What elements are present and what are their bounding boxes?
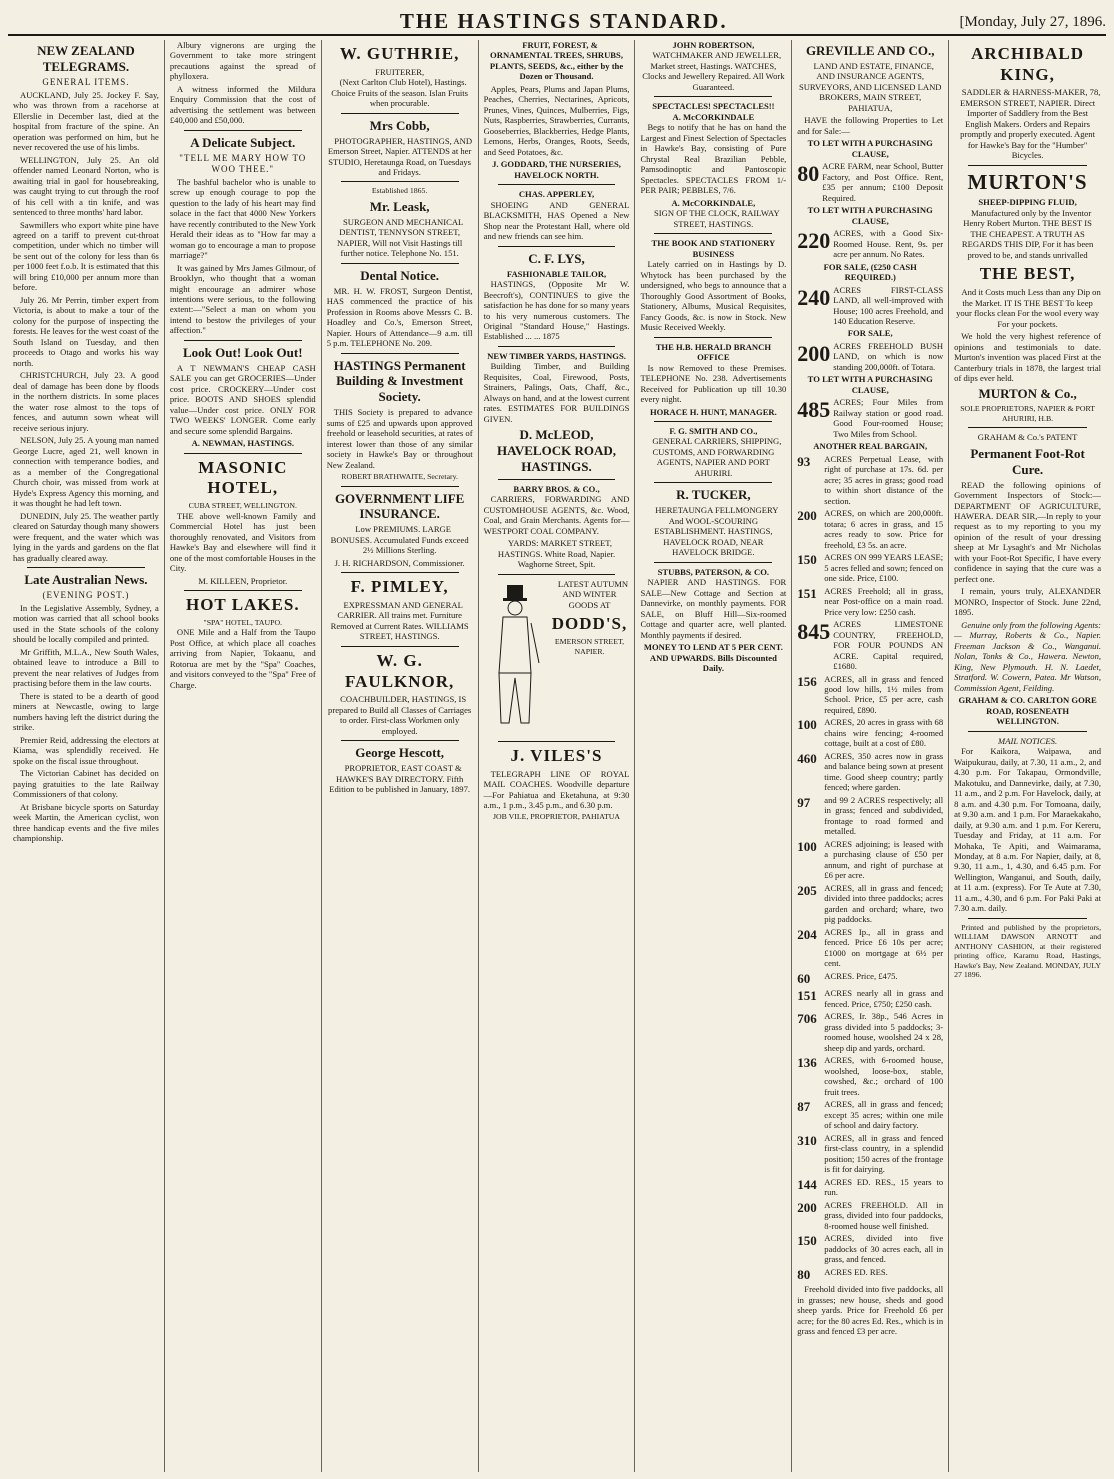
property-listing [797,586,943,617]
property-listing [797,619,943,671]
listing-text: and 99 2 ACRES respectively; all in grass; fenced and subdivided, frontage to road formed and metalled. [824,794,944,837]
ad-text: GENERAL CARRIERS, SHIPPING, CUSTOMS, AND FORWARDING AGENTS, NAPIER AND PORT AHURIRI. [652,436,782,478]
listing-text: ACRES FREEHOLD BUSH LAND, on which is now standing 200,000ft. of Totara. [833,340,944,372]
divider [341,646,459,647]
article-paragraph: The bashful bachelor who is unable to screw up enough courage to pop the question to the lady of his heart may find solace in the fact that 4000 New Yorkers have recently contributed to the New York Herald their ideas as to "How far may a woman go to encourage a man to propose marriage?" [169,176,316,261]
property-listing [797,1011,943,1053]
divider [184,590,302,591]
listing-text: ACRES FREEHOLD. All in grass, divided into four paddocks, 8-roomed house well finished. [824,1199,944,1231]
listing-acres: 205 [797,882,817,898]
listing-text: ACRES nearly all in grass and fenced. Price, £750; £250 cash. [824,988,944,1009]
ad-text: ONE Mile and a Half from the Taupo Post Office, at which place all coaches arriving from Napier, Tokaanu, and Rotorua are met by the "Spa" Coaches, and visitors conveyed to the "Spa" Free of Charge. [169,627,316,690]
listing-acres: 220 [797,228,831,254]
listing-heading: TO LET WITH A PURCHASING CLAUSE, [807,205,933,226]
ad-signature: JOB VILE, PROPRIETOR, PAHIATUA [493,812,621,822]
printer-imprint: Printed and published by the proprietors, WILLIAM DAWSON ARNOTT and ANTHONY CASHION, at their registered printing office, Karamu Road, Hastings, Hawke's Bay, New Zealand. MONDAY, JULY 27 1896. [954,922,1102,980]
hotel-address: CUBA STREET, WELLINGTON. [188,501,297,511]
ad-agents: Genuine only from the following Agents:— Murray, Roberts & Co., Napier. Freeman Jackson & Co., Wanganui. Nolan, Tonks & Co., Hawera. Newton, King, New Plymouth. H. N. Laedet, Stratford. W. Cowern, Patea. Mr Watson, Commission Agent, Feilding. [954,619,1102,693]
listing-text: ACRES, divided into five paddocks of 30 acres each, all in grass, and fenced. [824,1233,944,1265]
listing-acres: 87 [797,1099,811,1115]
ad-business-name: C. F. LYS, [528,250,585,266]
divider [341,486,459,487]
ad-signature: J. H. RICHARDSON, Commissioner. [334,557,465,568]
ad-text: Lately carried on in Hastings by D. Whytock has been purchased by the undersigned, who begs to announce that a Thoroughly Good Assortment of Books, Stationery, Albums, Musical Requisites, Fancy Goods, &c. is now in Stock. New Music Received Weekly. [640,259,787,333]
article-paragraph: Mr Griffith, M.L.A., New South Wales, obtained leave to introduce a Bill to prevent the near relatives of Judges from practising before them in the law courts. [13,646,159,689]
ad-text: NAPIER AND HASTINGS. FOR SALE—New Cottage and Section at Dannevirke, on monthly payments. FOR SALE, on Bluff Hill—Six-roomed Cottage and quarter acre, well planted. Monthly payments if desired. [640,577,787,640]
property-listing [797,988,943,1009]
ad-business-name: STUBBS, PATERSON, & CO. [657,566,770,577]
ad-proprietor: GRAHAM & CO. CARLTON GORE ROAD, ROSENEATH WELLINGTON. [958,695,1097,727]
ad-business-name: F. G. SMITH AND CO., [669,425,758,436]
column-1 [8,40,165,1472]
ad-text: We hold the very highest reference of opinions and testimonials to date. Murton's invention was placed First at the Canterbury trials in 1878, the largest trial of dips ever held. [954,331,1102,383]
ad-heading: Permanent Foot-Rot Cure. [970,445,1085,477]
property-listing [797,1200,943,1231]
divider [968,165,1087,166]
ad-signature: M. KILLEEN, Proprietor. [198,575,288,586]
ad-subtitle: FASHIONABLE TAILOR, [506,268,607,279]
ad-business-name: F. PIMLEY, [350,577,449,597]
ad-heading: HASTINGS Permanent Building & Investment Society. [333,357,466,405]
divider [341,353,459,354]
divider [968,731,1087,732]
column-4 [479,40,636,1472]
listing-acres: 151 [797,988,817,1004]
property-listing [797,927,943,969]
ad-text: EXPRESSMAN AND GENERAL CARRIER. All trains met. Furniture Removed at Current Rates. WILLIAMS STREET, HASTINGS. [330,599,469,642]
listing-text: ACRES, all in grass and fenced; except 35 acres; within one mile of school and dairy factory. [824,1099,944,1131]
ad-business-name: GRAHAM & Co.'s PATENT [977,432,1078,443]
gentleman-illustration-icon [484,583,546,733]
property-listing [797,397,943,439]
property-listing [797,508,943,550]
ad-text: Freehold divided into five paddocks, all in grasses; new house, sheds and good sheep yards. Price for Freehold £6 per acre; for the 80 acres Ed. Res., which is in grass and fenced £3 per acre. [797,1284,944,1337]
ad-text: Apples, Pears, Plums and Japan Plums, Peaches, Cherries, Nectarines, Apricots, Prunes, Vines, Quinces, Mulberries, Figs, Nuts, Raspberries, Strawberries, Currants, Gooseberries, Blackberries, Hedge Plants, Lemons, Herbs, Oranges, Roots, Seeds, and Seed Potatoes, &c. [483,83,630,157]
listing-text: ACRES, on which are 200,000ft. totara; 6 acres in grass, and 15 acres ready to sow. Price for freehold, £3 5s. an acre. [824,508,944,550]
ad-signature: I remain, yours truly, ALEXANDER MONRO, Inspector of Stock. June 22nd, 1895. [954,586,1102,618]
mail-notices-text: For Kaikora, Waipawa, and Waipukurau, daily, at 7.30, 11 a.m., 2, and 4.30 p.m. For Takapau, Ormondville, Makotuku, and Dannevirke, daily, at 7.30, 11 a.m., and 2 p.m. For Havelock, daily, at 8 a.m. and 4.30 p.m. For Tomoana, daily, at 9.30 a.m. and 1 p.m. For Maraekakaho, daily, at 9.30 a.m. and 1 p.m. For Kereru, Tuesday and Friday, at 11 a.m. For Mohaka, Te Apiti, and Waimarama, Monday, at 8 a.m. For Napier, daily, at 8, 9.30, 11 a.m., 1, 4.30, and 6.45 p.m. For Wellington, Wanganui, and South, daily, at 11 a.m. (express). For Te Aute at 7.30, 11 a.m., 4.30, and 6 p.m. For Paki Paki at 7.30 a.m. daily. [954,746,1102,914]
article-quote: "TELL ME MARY HOW TO WOO THEE." [179,152,307,174]
listing-text: ACRES, all in grass and fenced good low hills, 1½ miles from School. Price, £5 per acre, cash required, £890. [824,673,944,715]
ad-business-name: R. TUCKER, [676,487,751,503]
listing-acres: 204 [797,926,817,942]
divider [654,421,772,422]
article-paragraph: In the Legislative Assembly, Sydney, a motion was carried that all school books used in the State schools of the colony should be locally compiled and printed. [13,602,159,645]
divider [968,918,1087,919]
ad-text: THE above well-known Family and Commercial Hotel has just been thoroughly renovated, and Visitors from Hawke's Bay and elsewhere will find it one of the most comfortable Houses in the City. [169,510,316,574]
ad-signature: D. McLEOD, HAVELOCK ROAD, HASTINGS. [497,427,616,475]
ad-business-name: A. McCORKINDALE, [671,197,756,208]
listing-text: ACRES, 350 acres now in grass and balance being sown at present time. Good sheep country; partly fenced; where garden. [824,750,944,793]
listing-acres: 100 [797,717,817,733]
ad-business-name: A. McCORKINDALE [672,111,755,122]
divider [654,337,772,338]
ad-text: THIS Society is prepared to advance sums of £25 and upwards upon approved freehold or leasehold securities, at rates of interest lower than those of any similar society in Hawke's Bay or throughout New Zealand. [326,407,473,470]
article-paragraph: WELLINGTON, July 25. An old offender named Leonard Norton, who is awaiting trial in gaol for housebreaking, was caught trying to cut through the roof of his cell with a tin knife, and was sentenced to three months' hard labor. [13,154,159,218]
listing-heading: TO LET WITH A PURCHASING CLAUSE, [807,138,933,159]
property-listing [797,717,943,748]
ad-business-name: JOHN ROBERTSON, [672,40,755,50]
hotel-name: HOT LAKES. [185,595,300,615]
ad-business-name: ARCHIBALD KING, [971,44,1085,84]
listing-acres: 200 [797,1199,817,1215]
listing-acres: 310 [797,1132,817,1148]
ad-text: HERETAUNGA FELLMONGERY And WOOL-SCOURING ESTABLISHMENT. HASTINGS, HAVELOCK ROAD, NEAR HAVELOCK BRIDGE. [654,505,779,558]
ad-address: EMERSON STREET, NAPIER. [554,637,625,656]
hotel-address: "SPA" HOTEL, TAUPO. [203,617,283,627]
ad-text: SURGEON AND MECHANICAL DENTIST, TENNYSON STREET, NAPIER, Will not Visit Hastings till further notice. Telephone No. 151. [336,216,464,259]
ad-business-name: DODD'S, [551,614,628,634]
ad-text: Begs to notify that he has on hand the Largest and Finest Selection of Spectacles in Hawke's Bay, consisting of Pure Chrystal Real Brazilian Pebble, Pamsodinoptic and Pantoscopic Spectacles. SPECTACLES FROM 1/- PER PAIR; PEBBLES, 7/6. [640,122,787,196]
property-listing [797,285,943,327]
divider [184,130,302,131]
column-5 [635,40,792,1472]
listing-text: ACRES, Ir. 38p., 546 Acres in grass divided into 5 paddocks; 3-roomed house, woolshed 24 x 28, sheep dip and yards, orchard. [824,1011,944,1053]
ad-heading: SPECTACLES! SPECTACLES!! [652,101,775,112]
ad-heading: THE BOOK AND STATIONERY BUSINESS [651,238,776,259]
listing-acres: 845 [797,619,831,645]
divider [341,113,459,114]
article-paragraph: The Victorian Cabinet has decided on paying gratuities to the late Railway Commissioners of that colony. [13,768,159,800]
ad-heading: Look Out! Look Out! [183,344,303,360]
ad-text: Is now Removed to these Premises. TELEPHONE No. 238. Advertisements Received for Publication up till 10.30 every night. [640,362,787,405]
ad-text: PHOTOGRAPHER, HASTINGS, AND Emerson Street, Napier. ATTENDS at her STUDIO, Heretaunga Road, on Tuesdays and Fridays. [327,135,473,177]
listing-acres: 460 [797,750,817,766]
listing-text: ACRES, with 6-roomed house, woolshed, loose-box, stable, cowshed, &c.; orchard of 100 fruit trees. [824,1055,944,1097]
listing-text: ACRE FARM, near School, Butter Factory, and Post Office. Rent, £35 per annum; £100 Deposit Required. [822,161,944,203]
nz-telegrams-heading: NEW ZEALAND TELEGRAMS. [37,43,135,74]
ad-text: Manufactured only by the Inventor Henry Robert Murton. THE BEST IS THE CHEAPEST. A TRUTH AS REGARDS THIS DIP, For it has been proved to be, and stands unrivalled [961,207,1094,260]
ad-text: And it Costs much Less than any Dip on the Market. IT IS THE BEST To keep your flocks clean For the wool every way For your pockets. [956,287,1101,329]
listing-text: ACRES, all in grass and fenced; divided into three paddocks; acres garden and orchard; whare, two pig paddocks. [824,882,944,925]
listing-text: ACRES, 20 acres in grass with 68 chains wire fencing; 4-roomed cottage, built at a cost of £80. [824,717,944,749]
general-items-subhead: GENERAL ITEMS. [42,76,130,87]
property-listing [797,454,943,506]
article-paragraph: NELSON, July 25. A young man named George Lucre, aged 21, well known in connection with temperance bodies, and as a member of the Congregational Church choir, was missed from work at Hyde's Express Agency this morning, and it was thought he had left town. [13,435,159,509]
property-listing [797,674,943,716]
ad-business-name: W. G. FAULKNOR, [345,650,455,691]
listing-acres: 150 [797,552,817,568]
ad-subtitle: FRUITERER, [375,66,425,77]
ad-text: SHOEING AND GENERAL BLACKSMITH, HAS Opened a New Shop near the Protestant Hall, where old and new friends can see him. [483,199,630,242]
newspaper-title: THE HASTINGS STANDARD. [399,9,728,33]
ad-text: SADDLER & HARNESS-MAKER, 78, EMERSON STREET, NAPIER. Direct Importer of Saddlery from the Best English Makers. Orders and Repairs promptly and properly executed. Agent for Hawke's Bay for the "Humber" Bicycles. [959,87,1101,161]
ad-text: CARRIERS, FORWARDING AND CUSTOMHOUSE AGENTS, &c. Wood, Coal, and Grain Merchants. Agents for— WESTPORT COAL COMPANY. [483,494,630,536]
listing-acres: 80 [797,1266,811,1282]
listing-text: ACRES, all in grass and fenced first-class country, in a splendid position; 150 acres of the frontage is fit for dairying. [824,1132,944,1175]
ad-business-name: MURTON'S [967,169,1088,194]
ad-business-name: Mrs Cobb, [369,117,430,133]
ad-subtitle: SOLE PROPRIETORS, NAPIER & PORT AHURIRI, H.B. [960,404,1095,423]
article-paragraph: Sawmillers who export white pine have agreed on a tariff to prevent cut-throat competition, under which no timber will be sent out of the colony for less than 6s per 1000 feet f.o.b. It is estimated that this will bring £10,000 per annum more than before. [13,219,159,293]
article-paragraph: At Brisbane bicycle sports on Saturday week Martin, the American cyclist, won three handicap events and the five miles championship. [13,801,159,843]
ad-signature: J. GODDARD, THE NURSERIES, HAVELOCK NORTH. [492,159,621,180]
listing-text: ACRES ED. RES. [824,1266,888,1277]
australian-news-heading: Late Australian News. [24,572,148,587]
divider [341,572,459,573]
divider [654,482,772,483]
ad-business-name: GREVILLE AND CO., [805,43,935,58]
divider [498,346,616,347]
listing-acres: 60 [797,970,811,986]
mail-notices-heading: MAIL NOTICES. [998,735,1058,746]
listing-text: ACRES FIRST-CLASS LAND, all well-improved with House; 100 acres Freehold, and 140 Education Reserve. [833,284,944,326]
ad-business-name: Dental Notice. [360,267,439,283]
property-listing [797,228,943,259]
ad-business-name: MURTON & Co., [978,386,1077,402]
listing-text: ACRES, with a Good Six-Roomed House. Rent, 9s. per acre per annum. No Rates. [833,228,944,260]
article-paragraph: DUNEDIN, July 25. The weather partly cleared on Saturday though many showers were frequent, and the water which was lying in the yards and gardens on the flat has gradually cleared away. [13,510,159,563]
property-listing [797,971,943,987]
ad-business-name: CHAS. APPERLEY, [518,189,595,200]
ad-business-name: George Hescott, [355,745,445,761]
ad-business-name: Mr. Leask, [369,198,430,214]
property-listing [797,883,943,925]
ad-text: Low PREMIUMS. LARGE BONUSES. Accumulated Funds exceed 2½ Millions Sterling. [330,524,469,556]
property-listing [797,1233,943,1264]
listing-heading: ANOTHER REAL BARGAIN, [813,441,928,452]
listing-acres: 706 [797,1011,817,1027]
ad-heading: FRUIT, FOREST, & ORNAMENTAL TREES, SHRUBS, PLANTS, SEEDS, &c., either by the Dozen or Thousand. [489,40,624,82]
ad-signature: A. NEWMAN, HASTINGS. [191,438,294,449]
divider [968,427,1087,428]
listing-text: ACRES; Four Miles from Railway station or good road. Good Four-roomed House; Two Miles from School. [833,397,944,439]
divider [654,96,772,97]
ad-business-name: W. GUTHRIE, [339,44,460,63]
article-paragraph: A witness informed the Mildura Enquiry Commission that the cost of advertising the settlement was between £40,000 and £50,000. [169,83,316,126]
divider [184,453,302,454]
article-paragraph: Albury vignerons are urging the Government to take more stringent precautions against the spread of phylloxera. [169,40,316,82]
property-listing [797,1099,943,1130]
ad-text: MR. H. W. FROST, Surgeon Dentist, HAS commenced the practice of his Profession in Rooms above Messrs C. B. Hoadley and Co.'s, Emerson Street, Napier. Hours of Attendance—9 a.m. till 5 p.m. TELEPHONE No. 209. [326,285,473,349]
listing-heading: FOR SALE, [847,328,893,339]
ad-text: (Next Carlton Club Hotel), Hastings. Choice Fruits of the season. Islan Fruits when procurable. [331,77,469,109]
ad-text: HAVE the following Properties to Let and for Sale:— [797,115,944,136]
listing-text: ACRES Freehold; all in grass, near Post-office on a main road. Price very low: £250 cash. [824,585,944,617]
ad-signature: ROBERT BRATHWAITE, Secretary. [341,472,458,482]
listing-text: ACRES Ip., all in grass and fenced. Price £6 10s per acre; £1000 on mortgage at 6½ per cent. [824,926,944,969]
listing-acres: 485 [797,397,831,423]
delicate-subject-heading: A Delicate Subject. [190,134,296,150]
listing-acres: 100 [797,838,817,854]
listing-acres: 136 [797,1055,817,1071]
property-listing [797,552,943,583]
listing-acres: 150 [797,1233,817,1249]
ad-text: LATEST AUTUMN AND WINTER GOODS AT [557,578,629,610]
evening-post-subhead: (EVENING POST.) [42,589,130,600]
hotel-name: MASONIC HOTEL, [198,457,288,498]
divider [341,263,459,264]
property-listing [797,1267,943,1283]
article-paragraph: Premier Reid, addressing the electors at Kiama, was splendidly received. He spoke on the fiscal issue throughout. [13,734,159,766]
property-listing [797,795,943,837]
divider [498,184,616,185]
listing-acres: 240 [797,284,831,310]
property-listing [797,161,943,203]
listing-text: ACRES. Price, £475. [824,970,898,981]
ad-text: YARDS: MARKET STREET, HASTINGS. White Road, Napier. Waghorne Street, Spit. [497,538,616,570]
divider [341,740,459,741]
listing-acres: 97 [797,794,811,810]
ad-subtitle: LAND AND ESTATE, FINANCE, AND INSURANCE AGENTS, SURVEYORS, AND LICENSED LAND BROKERS, MAIN STREET, PAHIATUA, [798,60,942,113]
page-columns [8,40,1106,1472]
divider [498,479,616,480]
property-listing [797,341,943,372]
ad-footer: MONEY TO LEND AT 5 PER CENT. AND UPWARDS. Bills Discounted Daily. [643,642,783,674]
article-paragraph: It was gained by Mrs James Gilmour, of Brooklyn, who thought that a woman might encourage an admirer whose intentions were serious, to the following extent:—"Select a man on whom you intend to bestow the privileges of your affection." [169,262,316,336]
ad-text: SIGN OF THE CLOCK, RAILWAY STREET, HASTINGS. [654,208,780,229]
divider [654,562,772,563]
divider [341,181,459,182]
property-listing [797,751,943,793]
article-paragraph: There is stated to be a dearth of good miners at Newcastle, owing to large numbers having left the district during the strike. [13,690,159,733]
ad-subtitle: SHEEP-DIPPING FLUID, [978,197,1077,208]
ad-text: HASTINGS, (Opposite Mr W. Beecroft's), CONTINUES to give the satisfaction he has done for so many years to his very numerous customers. The Original "Standard House," Hastings. Established ... ... 1875 [483,279,630,342]
listing-acres: 200 [797,340,831,366]
article-paragraph: AUCKLAND, July 25. Jockey F. Say, who was thrown from a racehorse at Ellerslie in December last, died at the hospital from fracture of the spine. An operation was performed on him, but he never recovered the use of his limbs. [13,89,159,153]
listing-text: ACRES ED. RES., 15 years to run. [824,1176,944,1198]
ad-text: A T NEWMAN'S CHEAP CASH SALE you can get GROCERIES—Under cost price. CROCKERY—Under cost price. BOOTS AND SHOES splendid value—Under cost price. ONLY FOR TWO WEEKS' LONGER. Come early and secure some splendid Bargains. [169,362,316,436]
ad-signature: HORACE H. HUNT, MANAGER. [649,406,777,417]
ad-text: Building Timber, and Building Requisites, Coal, Firewood, Posts, Strainers, Palings, Oats, Chaff, &c., Always on hand, and at the lowest current rates. ESTIMATES FOR BUILDINGS GIVEN. [483,361,630,424]
ad-heading: THE H.B. HERALD BRANCH OFFICE [655,341,772,363]
column-6 [792,40,949,1472]
ad-heading: GOVERNMENT LIFE INSURANCE. [334,490,465,522]
ad-established: Established 1865. [371,186,428,196]
listing-acres: 80 [797,161,820,187]
divider [498,246,616,247]
ad-business-name: J. VILES'S [510,745,603,765]
listing-heading: TO LET WITH A PURCHASING CLAUSE, [807,374,933,395]
divider [498,741,616,742]
listing-acres: 156 [797,673,817,689]
divider [27,567,145,568]
listing-text: ACRES Perpetual Lease, with right of purchase at 17s. 6d. per acre; 35 acres in grass; good road to within short distance of the section. [824,453,944,506]
divider [184,340,302,341]
article-paragraph: July 26. Mr Perrin, timber expert from Victoria, is about to make a tour of the colony for the purpose of inspecting the forests. He leaves for the west coast of the South Island on Tuesday, and then proceeds to Otago and works his way north. [13,294,159,368]
listing-text: ACRES ON 999 YEARS LEASE; 5 acres felled and sown; fenced on one side. Price, £100. [824,552,944,584]
ad-text: WATCHMAKER AND JEWELLER, Market street, Hastings. WATCHES, Clocks and Jewellery Repaired. All Work Guaranteed. [642,50,785,92]
listing-acres: 93 [797,453,811,469]
column-3 [322,40,479,1472]
column-7 [949,40,1106,1472]
ad-heading: NEW TIMBER YARDS, HASTINGS. [487,350,626,361]
listing-acres: 200 [797,508,817,524]
listing-text: ACRES adjoining; is leased with a purchasing clause of £50 per annum, and right of purchase at £6 per acre. [824,838,944,881]
listing-acres: 151 [797,585,817,601]
property-listing [797,1133,943,1175]
dodds-ad [484,579,630,737]
ad-text: PROPRIETOR, EAST COAST & HAWKE'S BAY DIRECTORY. Fifth Edition to be published in January, 1897. [329,763,471,795]
ad-text: READ the following opinions of Government Inspectors of Stock:— DEPARTMENT OF AGRICULTURE, HAWERA. DEAR SIR,—In reply to your request as to my reporting to you my opinion of the result of your dressing sheep at Mr Lysaght's and Mr Nicholas with your Foot-Rot Specific, I have every confidence in saying that the cure was a perfect one. [954,479,1102,584]
ad-text: COACHBUILDER, HASTINGS, IS prepared to Build all Classes of Carriages to order. First-class Workmen only employed. [328,694,472,736]
column-2 [165,40,322,1472]
article-paragraph: CHRISTCHURCH, July 23. A good deal of damage has been done by floods in the northern districts. In some places the water rose almost to the tops of fences, and autumn sown wheat will receive serious injury. [13,370,159,433]
property-listing [797,1177,943,1198]
property-listing [797,1055,943,1097]
ad-business-name: BARRY BROS. & CO., [513,483,600,494]
property-listing [797,839,943,881]
divider [498,574,616,575]
ad-text: TELEGRAPH LINE OF ROYAL MAIL COACHES. Woodville departure—For Pahiatua and Eketahuna, at 9:30 a.m., 1 p.m., 3.45 p.m., and 6.30 p.m. [483,768,630,810]
issue-date: [Monday, July 27, 1896. [959,14,1106,30]
listing-text: ACRES LIMESTONE COUNTRY, FREEHOLD, FOR FOUR POUNDS AN ACRE. Capital required, £1680. [833,619,944,672]
ad-highlight: THE BEST, [979,264,1076,284]
divider [654,233,772,234]
listing-heading: FOR SALE, (£250 CASH REQUIRED.) [823,261,917,283]
listing-acres: 144 [797,1176,817,1192]
masthead [8,4,1106,36]
dodds-text [550,579,630,737]
